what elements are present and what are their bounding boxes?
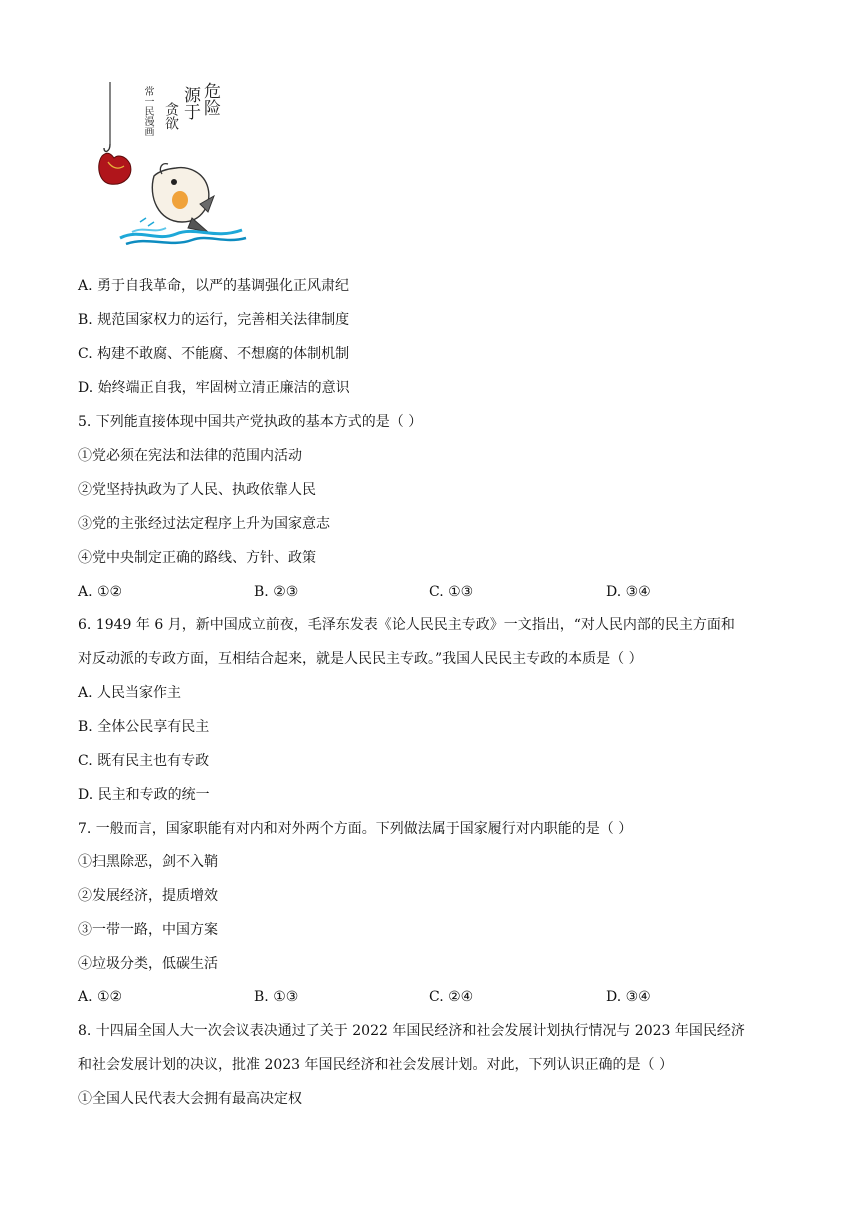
- q7-choice-d: D. ③④: [606, 989, 651, 1005]
- anti-corruption-cartoon: [96, 72, 256, 252]
- calligraphy-col-1: 危险: [200, 82, 220, 116]
- q5-choices: [78, 582, 798, 602]
- q5-choice-b: B. ②③: [254, 584, 299, 600]
- q4-option-d: D. 始终端正自我，牢固树立清正廉洁的意识: [78, 380, 350, 396]
- q5-choice-a: A. ①②: [78, 584, 123, 600]
- q8-item-1: ①全国人民代表大会拥有最高决定权: [78, 1091, 302, 1107]
- q5-choice-d: D. ③④: [606, 584, 651, 600]
- q5-item-3: ③党的主张经过法定程序上升为国家意志: [78, 516, 330, 532]
- calligraphy-col-2: 源于: [180, 86, 200, 120]
- q6-option-a: A. 人民当家作主: [78, 685, 182, 701]
- q5-item-2: ②党坚持执政为了人民、执政依靠人民: [78, 482, 316, 498]
- q6-stem-line2: 对反动派的专政方面，互相结合起来，就是人民民主专政。”我国人民民主专政的本质是（ ）: [78, 651, 643, 667]
- q6-stem-line1: 6. 1949 年 6 月，新中国成立前夜，毛泽东发表《论人民民主专政》一文指出，“对人民内部的民主方面和: [78, 617, 735, 633]
- q5-choice-c: C. ①③: [429, 584, 474, 600]
- q7-item-4: ④垃圾分类，低碳生活: [78, 956, 218, 972]
- q6-option-d: D. 民主和专政的统一: [78, 787, 210, 803]
- q7-item-2: ②发展经济，提质增效: [78, 888, 218, 904]
- q4-option-a: A. 勇于自我革命，以严的基调强化正风肃纪: [78, 278, 350, 294]
- q5-stem: 5. 下列能直接体现中国共产党执政的基本方式的是（ ）: [78, 414, 423, 430]
- cartoon-signature: 常一民漫画: [142, 86, 153, 136]
- q7-item-3: ③一带一路，中国方案: [78, 922, 218, 938]
- q7-choice-c: C. ②④: [429, 989, 474, 1005]
- q8-stem-line1: 8. 十四届全国人大一次会议表决通过了关于 2022 年国民经济和社会发展计划执行情况与 2023 年国民经济: [78, 1023, 745, 1039]
- calligraphy-col-3: 贪欲: [163, 102, 179, 130]
- q4-option-c: C. 构建不敢腐、不能腐、不想腐的体制机制: [78, 346, 350, 362]
- cartoon-drawing: [96, 72, 256, 252]
- q7-item-1: ①扫黑除恶，剑不入鞘: [78, 854, 218, 870]
- q6-option-c: C. 既有民主也有专政: [78, 753, 210, 769]
- q5-item-1: ①党必须在宪法和法律的范围内活动: [78, 448, 302, 464]
- q5-item-4: ④党中央制定正确的路线、方针、政策: [78, 550, 316, 566]
- q8-stem-line2: 和社会发展计划的决议，批准 2023 年国民经济和社会发展计划。对此，下列认识正确的是（ ）: [78, 1057, 673, 1073]
- q7-choice-a: A. ①②: [78, 989, 123, 1005]
- q7-stem: 7. 一般而言，国家职能有对内和对外两个方面。下列做法属于国家履行对内职能的是（ ）: [78, 821, 633, 837]
- q6-option-b: B. 全体公民享有民主: [78, 719, 210, 735]
- q7-choices: [78, 987, 798, 1007]
- q4-option-b: B. 规范国家权力的运行，完善相关法律制度: [78, 312, 350, 328]
- q7-choice-b: B. ①③: [254, 989, 299, 1005]
